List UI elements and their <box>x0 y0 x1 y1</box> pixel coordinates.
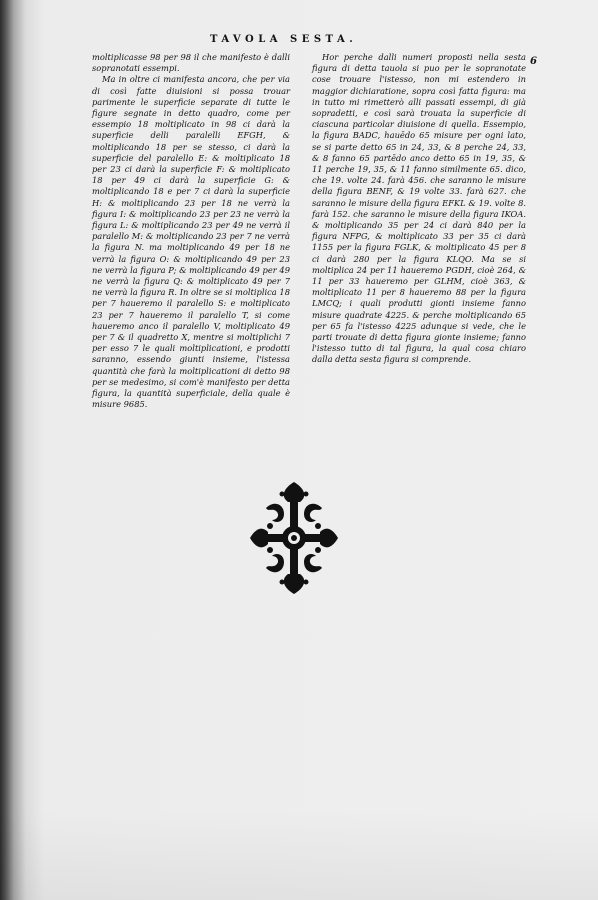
paragraph-left-1: moltiplicasse 98 per 98 il che manifesto è dalli sopranotati essempi. <box>92 52 290 74</box>
paragraph-left-2: Ma in oltre ci manifesta ancora, che per via di così fatte diuisioni si possa trouar parimente le superficie separate di tutte le figure segnate in detto quadro, come per essempio 18 moltiplicato in 98 ci darà la superficie delli paralelli EFGH, & moltiplicando 18 per se stesso, ci darà la superficie del paralello E: & moltiplicato 18 per 23 ci darà la superficie F: & moltiplicato 18 per 49 ci darà la superficie G: & moltiplicando 18 e per 7 ci darà la superficie H: & moltiplicando 23 per 18 ne verrà la figura I: & moltiplicando 23 per 23 ne verrà la figura L: & moltiplicando 23 per 49 ne verrà il paralello M: & moltiplicando 23 per 7 ne verrà la figura N. ma moltiplicando 49 per 18 ne verrà la figura O: & moltiplicando 49 per 23 ne verrà la figura P; & moltiplicando 49 per 49 ne verrà la figura Q: & moltiplicato 49 per 7 ne verrà la figura R. In oltre se si moltiplica 18 per 7 haueremo il paralello S: e moltiplicato 23 per 7 haueremo il paralello T, si come haueremo anco il paralello V, moltiplicato 49 per 7 & il quadretto X, mentre si moltiplichi 7 per esso 7 le quali moltiplicationi, e prodotti saranno, essendo giunti insieme, l'istessa quantità che farà la moltiplicationi di detto 98 per se medesimo, si com'è manifesto per detta figura, la quantità superficiale, della quale è misure 9685. <box>92 74 290 410</box>
page-number: 6 <box>530 56 537 67</box>
running-title: TAVOLA SESTA. <box>210 34 358 45</box>
floral-cross-fleuron-icon <box>244 478 344 598</box>
paragraph-right-1: Hor perche dalli numeri proposti nella sesta figura di detta tauola si puo per le sopranotate cose trouare l'istesso, non mi estendero in maggior dichiaratione, sopra così fatta figura: ma in tutto mi rimetterò alli passati essempi, di già sopradetti, e così sarà trouata la superficie di ciascuna particolar diuisione di quella. Essempio, la figura BADC, hauēdo 65 misure per ogni lato, se si parte detto 65 in 24, 33, & 8 perche 24, 33, & 8 fanno 65 partēdo anco detto 65 in 19, 35, & 11 perche 19, 35, & 11 fanno similmente 65. dico, che 19. volte 24. farà 456. che saranno le misure della figura BENF, & 19 volte 33. farà 627. che saranno le misure della figura EFKL & 19. volte 8. farà 152. che saranno le misure della figura IKOA. & moltiplicando 35 per 24 ci darà 840 per la figura NFPG, & moltiplicato 33 per 35 ci darà 1155 per la figura FGLK, & moltiplicato 45 per 8 ci darà 280 per la figura KLQO. Ma se si moltiplica 24 per 11 haueremo PGDH, cioè 264, & 11 per 33 haueremo per GLHM, cioè 363, & moltiplicato 11 per 8 haueremo 88 per la figura LMCQ; i quali produtti gionti insieme fanno misure quadrate 4225. & perche moltiplicando 65 per 65 fa l'istesso 4225 adunque si vede, che le parti trouate di detta figura gionte insieme; fanno l'istesso tutto di tal figura, la qual cosa chiaro dalla detta sesta figura si comprende. <box>312 52 526 365</box>
right-text-column <box>312 52 526 366</box>
left-text-column <box>92 52 290 411</box>
